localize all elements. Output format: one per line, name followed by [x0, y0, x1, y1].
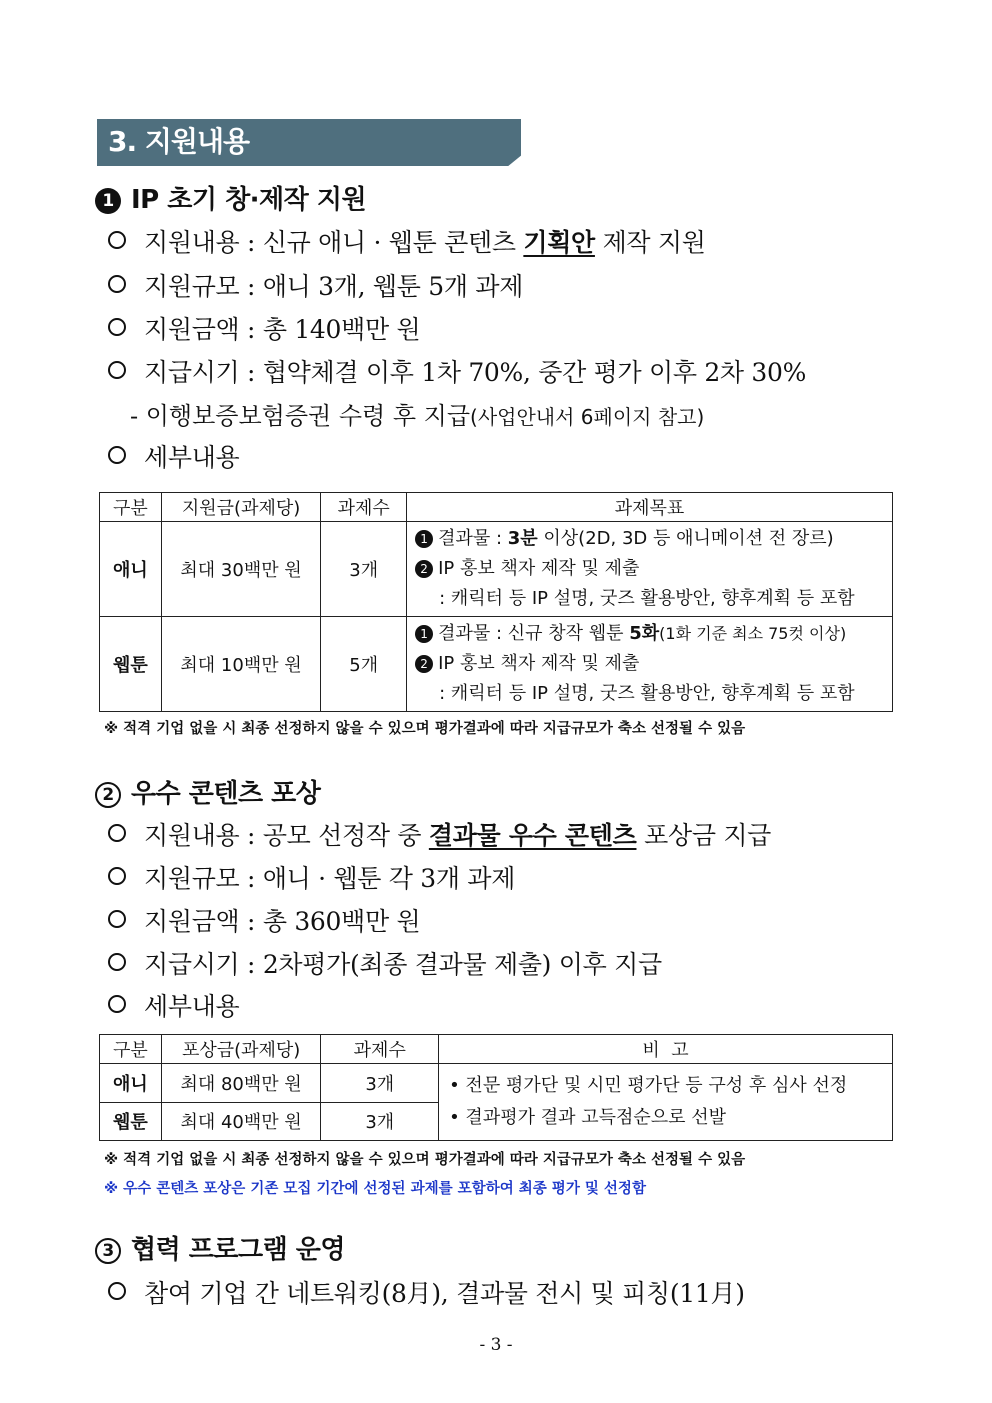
row-remark: • 전문 평가단 및 시민 평가단 등 구성 후 심사 선정 • 결과평가 결과 고득점순으로 선발 — [439, 1064, 893, 1141]
s2-award-table — [99, 1034, 893, 1141]
row-count: 5개 — [321, 617, 407, 712]
circle-bullet-icon — [108, 953, 126, 971]
row-goal: 1 결과물 : 신규 창작 웹툰 5화(1화 기준 최소 75컷 이상) 2 IP 홍보 책자 제작 및 제출 : 캐릭터 등 IP 설명, 굿즈 활용방안, 향후계획 등 포함 — [407, 617, 893, 712]
row-type: 웹툰 — [100, 1102, 162, 1141]
circle-bullet-icon — [108, 275, 126, 293]
s2-content-line: 지원내용 : 공모 선정작 중 결과물 우수 콘텐츠 포상금 지급 — [108, 819, 771, 853]
table-header: 과제목표 — [407, 493, 893, 522]
s2-footnote-1: ※ 적격 기업 없을 시 최종 선정하지 않을 수 있으며 평가결과에 따라 지급규모가 축소 선정될 수 있음 — [104, 1152, 746, 1168]
circle-bullet-icon — [108, 910, 126, 928]
row-type: 애니 — [100, 522, 162, 617]
row-count: 3개 — [321, 1064, 439, 1103]
circle-bullet-icon — [108, 318, 126, 336]
circled-number-1-icon: 1 — [415, 530, 433, 548]
subsection-3-title: 협력 프로그램 운영 — [131, 1235, 346, 1265]
row-type: 애니 — [100, 1064, 162, 1103]
s2-timing-line: 지급시기 : 2차평가(최종 결과물 제출) 이후 지급 — [108, 948, 662, 982]
table-row — [100, 617, 893, 712]
s1-content-line: 지원내용 : 신규 애니 · 웹툰 콘텐츠 기획안 제작 지원 — [108, 226, 706, 260]
circle-bullet-icon — [108, 231, 126, 249]
s2-amount-line: 지원금액 : 총 360백만 원 — [108, 905, 420, 939]
table-header: 포상금(과제당) — [161, 1035, 321, 1064]
s1-footnote: ※ 적격 기업 없을 시 최종 선정하지 않을 수 있으며 평가결과에 따라 지급규모가 축소 선정될 수 있음 — [104, 721, 746, 737]
row-count: 3개 — [321, 522, 407, 617]
row-amount: 최대 40백만 원 — [161, 1102, 321, 1141]
circle-bullet-icon — [108, 867, 126, 885]
row-amount: 최대 30백만 원 — [161, 522, 321, 617]
subsection-2-heading — [95, 776, 320, 812]
table-header: 구분 — [100, 1035, 162, 1064]
circled-number-2-icon: 2 — [415, 560, 433, 578]
table-header: 과제수 — [321, 1035, 439, 1064]
s1-detail-line: 세부내용 — [108, 441, 239, 475]
table-header: 과제수 — [321, 493, 407, 522]
table-header: 구분 — [100, 493, 162, 522]
circle-bullet-icon — [108, 361, 126, 379]
s2-scale-line: 지원규모 : 애니 · 웹툰 각 3개 과제 — [108, 862, 515, 896]
subsection-1-title: IP 초기 창·제작 지원 — [131, 185, 367, 215]
circle-bullet-icon — [108, 995, 126, 1013]
circle-bullet-icon — [108, 446, 126, 464]
subsection-2-title: 우수 콘텐츠 포상 — [131, 779, 321, 809]
page-number: - 3 - — [479, 1335, 513, 1355]
s2-content-emphasis: 결과물 우수 콘텐츠 — [428, 821, 637, 850]
circled-number-2-icon: 2 — [95, 782, 121, 808]
subsection-1-heading — [95, 182, 366, 218]
row-goal: 1 결과물 : 3분 이상(2D, 3D 등 애니메이션 전 장르) 2 IP 홍보 책자 제작 및 제출 : 캐릭터 등 IP 설명, 굿즈 활용방안, 향후계획 등 포함 — [407, 522, 893, 617]
s1-amount-line: 지원금액 : 총 140백만 원 — [108, 313, 420, 347]
s1-support-table — [99, 492, 893, 712]
row-count: 3개 — [321, 1102, 439, 1141]
s1-scale-line: 지원규모 : 애니 3개, 웹툰 5개 과제 — [108, 270, 523, 304]
s2-detail-line: 세부내용 — [108, 990, 239, 1024]
subsection-3-heading — [95, 1232, 345, 1268]
s1-content-emphasis: 기획안 — [523, 228, 595, 257]
s1-timing-line: 지급시기 : 협약체결 이후 1차 70%, 중간 평가 이후 2차 30% — [108, 356, 806, 390]
circled-number-3-icon: 3 — [95, 1238, 121, 1264]
table-row — [100, 522, 893, 617]
row-amount: 최대 80백만 원 — [161, 1064, 321, 1103]
circled-number-1-icon: 1 — [415, 625, 433, 643]
row-amount: 최대 10백만 원 — [161, 617, 321, 712]
section-title: 3. 지원내용 — [108, 125, 250, 158]
table-row — [100, 1064, 893, 1103]
row-type: 웹툰 — [100, 617, 162, 712]
circled-number-2-icon: 2 — [415, 655, 433, 673]
table-header: 비 고 — [439, 1035, 893, 1064]
circled-number-1-icon: 1 — [95, 188, 121, 214]
table-header: 지원금(과제당) — [161, 493, 321, 522]
circle-bullet-icon — [108, 1282, 126, 1300]
circle-bullet-icon — [108, 824, 126, 842]
s2-footnote-2: ※ 우수 콘텐츠 포상은 기존 모집 기간에 선정된 과제를 포함하여 최종 평가 및 선정함 — [104, 1181, 646, 1197]
s1-sub-note: - 이행보증보험증권 수령 후 지급(사업안내서 6페이지 참고) — [130, 402, 705, 430]
s3-content-line: 참여 기업 간 네트워킹(8月), 결과물 전시 및 피칭(11月) — [108, 1277, 745, 1311]
